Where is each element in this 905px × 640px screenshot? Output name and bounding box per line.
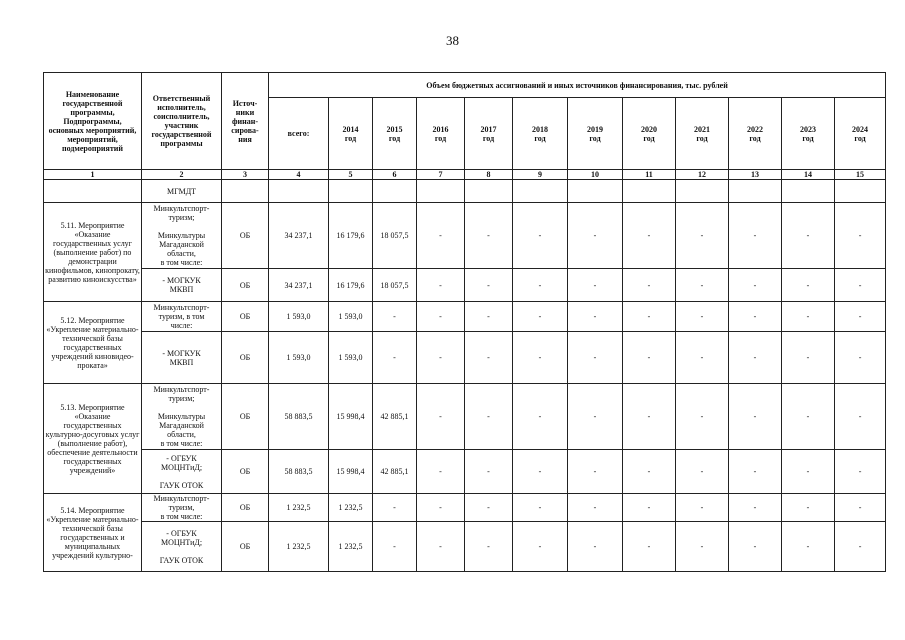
year-value: - [417, 494, 465, 522]
year-value: - [465, 494, 513, 522]
funding-source: ОБ [222, 269, 269, 302]
column-number: 15 [835, 170, 886, 180]
table-row [44, 522, 886, 572]
year-value: - [676, 522, 729, 572]
col-header-year: 2020 год [623, 98, 676, 170]
responsible-executor: Минкультспорт- туризм; Минкультуры Магаданской области, в том числе: [142, 203, 222, 269]
page-number: 38 [446, 33, 459, 48]
year-value: 16 179,6 [329, 203, 373, 269]
year-value: 18 057,5 [373, 203, 417, 269]
year-value: - [676, 450, 729, 494]
year-value: 42 885,1 [373, 450, 417, 494]
measure-name: 5.14. Мероприятие «Укрепление материально-технической базы государственных и муниципальных учреждений культурно- [44, 494, 142, 572]
year-value: - [568, 203, 623, 269]
col-header-responsible: Ответственный исполнитель, соисполнитель, участник государственной программы [142, 73, 222, 170]
year-value: - [676, 302, 729, 332]
col-header-total: всего: [269, 98, 329, 170]
year-value: - [835, 203, 886, 269]
year-value: 15 998,4 [329, 384, 373, 450]
year-value: - [373, 332, 417, 384]
year-value: 1 593,0 [329, 302, 373, 332]
funding-source: ОБ [222, 332, 269, 384]
year-value: - [782, 332, 835, 384]
column-number: 12 [676, 170, 729, 180]
responsible-executor: - ОГБУК МОЦНТиД; ГАУК ОТОК [142, 522, 222, 572]
year-value: - [729, 203, 782, 269]
responsible-executor: - МОГКУК МКВП [142, 269, 222, 302]
year-value: - [835, 332, 886, 384]
column-number: 9 [513, 170, 568, 180]
total-value: 58 883,5 [269, 384, 329, 450]
col-header-year: 2021 год [676, 98, 729, 170]
year-value: - [417, 384, 465, 450]
year-value: - [513, 494, 568, 522]
year-value: - [417, 450, 465, 494]
funding-source: ОБ [222, 494, 269, 522]
year-value: - [676, 269, 729, 302]
col-header-budget-group: Объем бюджетных ассигнований и иных источников финансирования, тыс. рублей [269, 73, 886, 98]
year-value: 1 593,0 [329, 332, 373, 384]
year-value: - [835, 522, 886, 572]
year-value: - [782, 494, 835, 522]
year-value: - [465, 203, 513, 269]
funding-source: ОБ [222, 302, 269, 332]
col-header-year: 2023 год [782, 98, 835, 170]
total-value: 34 237,1 [269, 203, 329, 269]
year-value: - [623, 302, 676, 332]
year-value: - [729, 494, 782, 522]
continuation-responsible-cell: МГМДТ [142, 180, 222, 203]
measure-name: 5.12. Мероприятие «Укрепление материально-технической базы государственных учреждений киновидеопроката» [44, 302, 142, 384]
column-number: 10 [568, 170, 623, 180]
year-value: - [465, 384, 513, 450]
funding-source: ОБ [222, 522, 269, 572]
year-value: - [835, 269, 886, 302]
table-row [44, 384, 886, 450]
table-row [44, 450, 886, 494]
year-value: - [465, 522, 513, 572]
responsible-executor: - МОГКУК МКВП [142, 332, 222, 384]
total-value: 34 237,1 [269, 269, 329, 302]
funding-source: ОБ [222, 384, 269, 450]
year-value: - [623, 450, 676, 494]
table-row [44, 332, 886, 384]
year-value: - [623, 203, 676, 269]
measure-name: 5.11. Мероприятие «Оказание государственных услуг (выполнение работ) по демонстрации кинофильмов, кинопрокату, развитию киноискусства» [44, 203, 142, 302]
year-value: - [729, 522, 782, 572]
year-value: - [835, 302, 886, 332]
year-value: - [782, 269, 835, 302]
column-number: 11 [623, 170, 676, 180]
year-value: - [513, 384, 568, 450]
total-value: 1 232,5 [269, 494, 329, 522]
col-header-year: 2016 год [417, 98, 465, 170]
col-header-year: 2022 год [729, 98, 782, 170]
column-number: 14 [782, 170, 835, 180]
col-header-year: 2014 год [329, 98, 373, 170]
year-value: - [782, 450, 835, 494]
measure-name: 5.13. Мероприятие «Оказание государственных культурно-досуговых услуг (выполнение работ), обеспечение деятельности государственных учреждений» [44, 384, 142, 494]
col-header-year: 2018 год [513, 98, 568, 170]
year-value: - [676, 203, 729, 269]
column-number: 6 [373, 170, 417, 180]
col-header-year: 2019 год [568, 98, 623, 170]
year-value: - [417, 332, 465, 384]
column-number: 8 [465, 170, 513, 180]
year-value: - [513, 450, 568, 494]
col-header-year: 2017 год [465, 98, 513, 170]
year-value: - [465, 302, 513, 332]
year-value: - [465, 450, 513, 494]
col-header-year: 2015 год [373, 98, 417, 170]
year-value: - [417, 203, 465, 269]
budget-table [43, 72, 886, 572]
year-value: - [835, 494, 886, 522]
year-value: - [513, 203, 568, 269]
year-value: - [729, 269, 782, 302]
col-header-source: Источ- ники финан- сирова- ния [222, 73, 269, 170]
year-value: - [568, 332, 623, 384]
year-value: - [417, 302, 465, 332]
col-header-name: Наименование государственной программы, Подпрограммы, основных мероприятий, мероприятий, подмероприятий [44, 73, 142, 170]
responsible-executor: - ОГБУК МОЦНТиД; ГАУК ОТОК [142, 450, 222, 494]
column-number: 7 [417, 170, 465, 180]
total-value: 58 883,5 [269, 450, 329, 494]
year-value: - [729, 332, 782, 384]
year-value: 15 998,4 [329, 450, 373, 494]
year-value: - [373, 494, 417, 522]
year-value: - [623, 494, 676, 522]
year-value: - [513, 269, 568, 302]
year-value: - [782, 302, 835, 332]
year-value: - [676, 384, 729, 450]
table-row [44, 203, 886, 269]
year-value: - [568, 302, 623, 332]
column-number: 2 [142, 170, 222, 180]
col-header-year: 2024 год [835, 98, 886, 170]
year-value: - [729, 302, 782, 332]
column-number: 4 [269, 170, 329, 180]
table-row [44, 302, 886, 332]
year-value: 16 179,6 [329, 269, 373, 302]
year-value: - [568, 384, 623, 450]
year-value: 1 232,5 [329, 494, 373, 522]
year-value: - [782, 203, 835, 269]
year-value: - [676, 332, 729, 384]
total-value: 1 593,0 [269, 302, 329, 332]
table-row [44, 494, 886, 522]
year-value: - [568, 269, 623, 302]
responsible-executor: Минкультспорт- туризм; Минкультуры Магаданской области, в том числе: [142, 384, 222, 450]
year-value: - [568, 494, 623, 522]
year-value: - [623, 522, 676, 572]
year-value: - [729, 450, 782, 494]
responsible-executor: Минкультспорт- туризм, в том числе: [142, 302, 222, 332]
year-value: - [782, 384, 835, 450]
year-value: - [513, 302, 568, 332]
year-value: - [417, 522, 465, 572]
total-value: 1 593,0 [269, 332, 329, 384]
year-value: - [729, 384, 782, 450]
year-value: 42 885,1 [373, 384, 417, 450]
year-value: - [373, 302, 417, 332]
column-number: 3 [222, 170, 269, 180]
year-value: - [835, 384, 886, 450]
column-number: 1 [44, 170, 142, 180]
total-value: 1 232,5 [269, 522, 329, 572]
year-value: - [465, 269, 513, 302]
year-value: - [676, 494, 729, 522]
year-value: - [623, 269, 676, 302]
year-value: 18 057,5 [373, 269, 417, 302]
column-number: 5 [329, 170, 373, 180]
year-value: - [835, 450, 886, 494]
responsible-executor: Минкультспорт- туризм, в том числе: [142, 494, 222, 522]
column-number: 13 [729, 170, 782, 180]
year-value: - [513, 332, 568, 384]
year-value: - [417, 269, 465, 302]
year-value: - [623, 384, 676, 450]
year-value: - [623, 332, 676, 384]
year-value: - [568, 522, 623, 572]
year-value: 1 232,5 [329, 522, 373, 572]
funding-source: ОБ [222, 450, 269, 494]
year-value: - [513, 522, 568, 572]
year-value: - [568, 450, 623, 494]
year-value: - [782, 522, 835, 572]
funding-source: ОБ [222, 203, 269, 269]
year-value: - [373, 522, 417, 572]
continuation-name-cell [44, 180, 142, 203]
year-value: - [465, 332, 513, 384]
table-row [44, 269, 886, 302]
